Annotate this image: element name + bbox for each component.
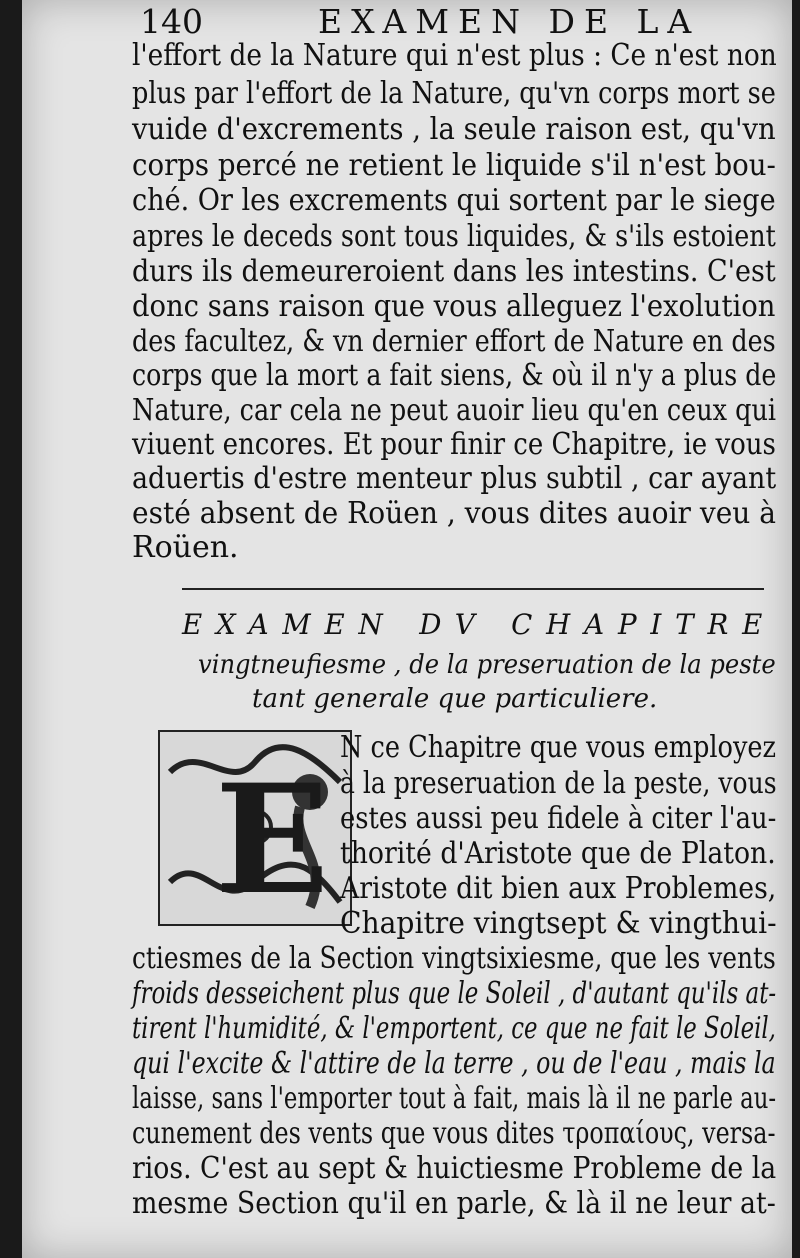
text-line: apres le deceds sont tous liquides, & s'ils estoient — [132, 219, 776, 254]
drop-initial-letter: E — [215, 752, 330, 924]
text-line: Nature, car cela ne peut auoir lieu qu'en ceux qui — [132, 393, 777, 428]
text-line: thorité d'Aristote que de Platon. — [340, 836, 776, 871]
text-line: corps que la mort a fait siens, & où il n'y a plus de — [132, 358, 777, 393]
text-line: Aristote dit bien aux Problemes, — [340, 871, 777, 906]
text-line: donc sans raison que vous alleguez l'exolution — [132, 289, 776, 324]
text-line: laisse, sans l'emporter tout à fait, mais là il ne parle au- — [132, 1081, 777, 1116]
text-line: rios. C'est au sept & huictiesme Probleme de la — [132, 1151, 777, 1186]
text-line: corps percé ne retient le liquide s'il n'est bou- — [132, 148, 776, 183]
text-line: estes aussi peu fidele à citer l'au- — [340, 801, 777, 836]
text-line: mesme Section qu'il en parle, & là il ne leur at- — [132, 1186, 776, 1221]
section-divider — [182, 588, 764, 590]
page-number: 140 — [140, 2, 203, 41]
text-line: ché. Or les excrements qui sortent par le siege — [132, 183, 776, 218]
chapter-subtitle-line-1: vingtneufiesme , de la preseruation de la peste — [198, 650, 776, 680]
running-title: EXAMEN DE LA — [318, 2, 701, 41]
chapter-title: EXAMEN DV CHAPITRE — [182, 608, 777, 641]
decorated-initial — [158, 730, 352, 926]
chapter-subtitle-line-2: tant generale que particuliere. — [252, 684, 658, 714]
text-line: viuent encores. Et pour finir ce Chapitre, ie vous — [132, 427, 776, 462]
text-line: durs ils demeureroient dans les intestins. C'est — [132, 254, 776, 289]
ornament-icon — [160, 732, 350, 924]
text-line: des facultez, & vn dernier effort de Nature en des — [132, 324, 776, 359]
text-line: N ce Chapitre que vous employez — [340, 730, 777, 765]
text-line: Roüen. — [132, 530, 239, 565]
text-line: plus par l'effort de la Nature, qu'vn corps mort se — [132, 76, 776, 111]
running-head — [140, 2, 780, 42]
text-line: esté absent de Roüen , vous dites auoir veu à — [132, 496, 777, 531]
text-line: Chapitre vingtsept & vingthui- — [340, 906, 777, 941]
text-line: qui l'excite & l'attire de la terre , ou de l'eau , mais la — [132, 1046, 776, 1081]
text-line: ctiesmes de la Section vingtsixiesme, que les vents — [132, 941, 776, 976]
book-page — [22, 0, 792, 1258]
text-line: tirent l'humidité, & l'emportent, ce que ne fait le Soleil, — [132, 1011, 776, 1046]
text-line: à la preseruation de la peste, vous — [340, 766, 777, 801]
text-line: aduertis d'estre menteur plus subtil , car ayant — [132, 461, 777, 496]
text-line: cunement des vents que vous dites τροπαίους, versa- — [132, 1116, 776, 1151]
text-line: froids desseichent plus que le Soleil , d'autant qu'ils at- — [132, 976, 777, 1011]
text-line: vuide d'excrements , la seule raison est, qu'vn — [132, 112, 776, 147]
text-line: l'effort de la Nature qui n'est plus : Ce n'est non — [132, 38, 777, 73]
